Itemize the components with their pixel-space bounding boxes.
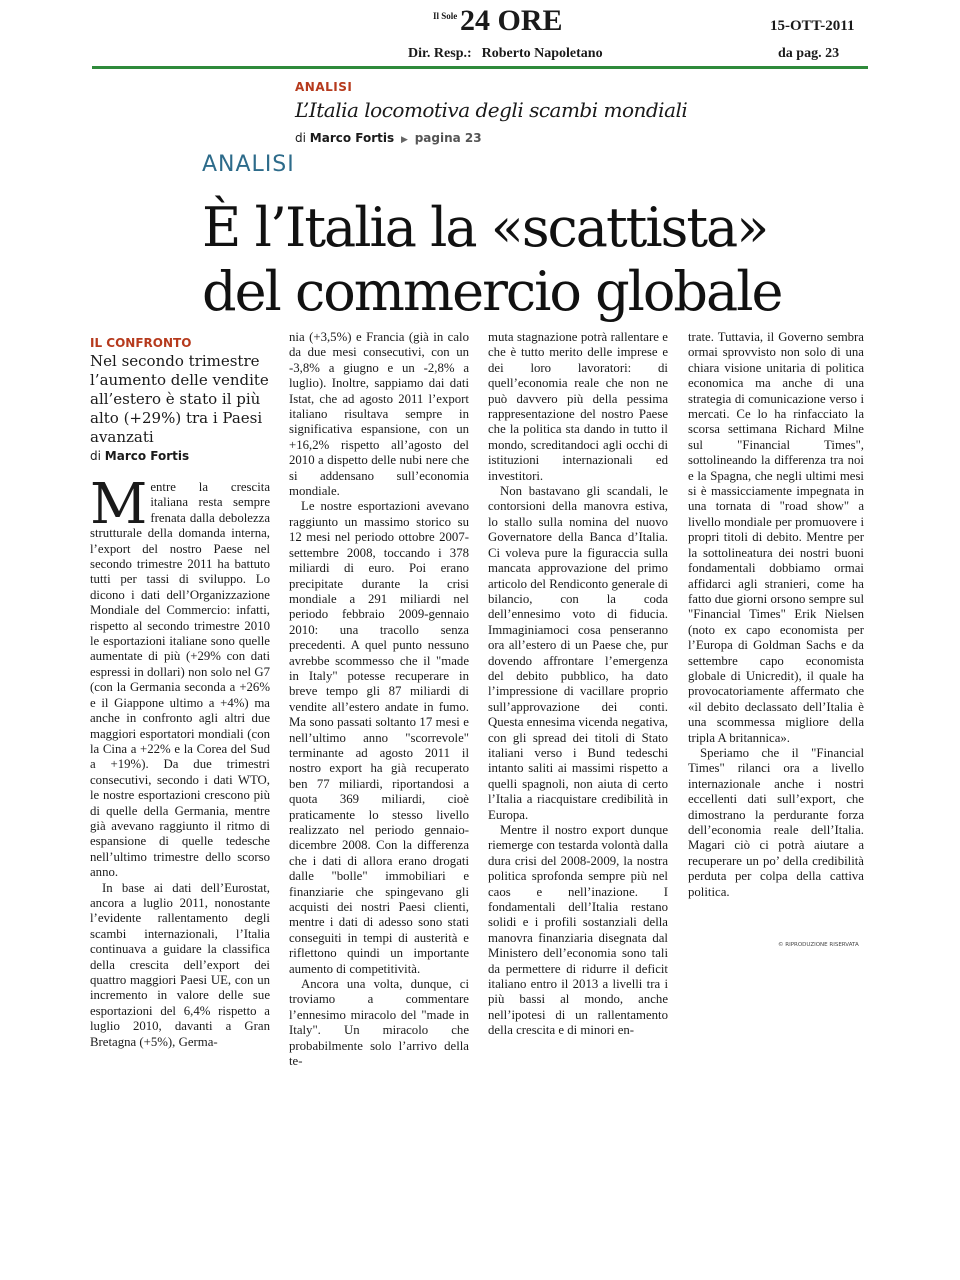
summary-byline (90, 449, 189, 463)
paragraph (90, 472, 270, 881)
teaser-byline (295, 131, 482, 145)
teaser-title: L’Italia locomotiva degli scambi mondiali (295, 98, 688, 122)
director-name: Roberto Napoletano (481, 46, 603, 61)
paragraph: Non bastavano gli scandali, le contorsioni della manovra estiva, lo stallo sulla nomina del nuovo Governatore della Banca d’Italia. Ci voleva pure la figuraccia sulla mancata approvazione del primo articolo del Rendiconto generale di bilancio, con la coda dell’ennesimo voto di fiducia. Immaginiamoci cosa penseranno ora all’estero di un Paese che, pur dovendo affrontare l’emergenza del debito pubblico, ha dato l’impressione di vacillare proprio sull’approvazione dei conti. Questa ennesima vicenda negativa, con gli spread dei titoli di Stato italiani verso i Bund tedeschi intanto saliti ai massimi rispetto a quelli spagnoli, non aiuta di certo l’Italia a riacquistare credibilità in Europa. (488, 484, 668, 822)
teaser-page: pagina 23 (414, 131, 482, 145)
copyright-notice: © RIPRODUZIONE RISERVATA (778, 942, 859, 948)
paragraph: trate. Tuttavia, il Governo sembra ormai sprovvisto non solo di una chiara visione unitaria di politica economica ma anche di una strategia di comunicazione verso i mercati. Ce lo ha rinfacciato la scorsa settimana Richard Milne sul "Financial Times", sottolineando la differenza tra noi e la Spagna, che negli ultimi mesi si è massicciamente impegnata in una tornata di "road show" a livello mondiale per promuovere i propri titoli di debito. Mentre per la sottolineatura dei nostri buoni fondamentali dobbiamo ormai affidarci agli stranieri, come ha fatto due giorni orsono sempre sul "Financial Times" Erik Nielsen (noto ex capo economista per l’Europa di Goldman Sachs e da settembre capo economista globale di Unicredit), il quale ha provocatoriamente affermato che «il debito declassato dell’Italia è una scommessa migliore della tripla A britannica». (688, 330, 864, 745)
drop-cap: M (90, 472, 148, 537)
header-divider (92, 66, 868, 69)
body-column-4 (688, 330, 864, 900)
director-label: Dir. Resp.: (408, 46, 472, 61)
paragraph: nia (+3,5%) e Francia (già in calo da due mesi consecutivi, con un -3,8% a giugno e un -2,8% a luglio). Inoltre, sappiamo dai dati Istat, che ad agosto 2011 l’export italiano risultava sempre in significativa espansione, con un +16,2% rispetto all’agosto del 2010 a dispetto delle nubi nere che si addensano sull’economia mondiale. (289, 330, 469, 499)
paragraph: Mentre il nostro export dunque riemerge con testarda volontà dalla dura crisi del 2008-2009, la nostra politica sprofonda sempre più nel caos e nell’inazione. I fondamentali dell’Italia restano solidi e i profili sostanziali della manovra finanziaria disegnata dal Ministero dell’economia sono tali da permettere di ridurre il deficit italiano entro il 2013 a livelli tra i più bassi al mondo, anche nell’ipotesi di un rallentamento della crescita e di minori en- (488, 823, 668, 1038)
publication-date: 15-OTT-2011 (770, 18, 855, 34)
summary-by-prefix: di (90, 449, 101, 463)
teaser-by-prefix: di (295, 131, 306, 145)
teaser-author: Marco Fortis (309, 131, 395, 145)
logo-small-text: Il Sole (433, 11, 458, 21)
body-column-1 (90, 472, 270, 1050)
paragraph: Le nostre esportazioni avevano raggiunto un massimo storico su 12 mesi nel periodo ottobre 2007-settembre 2008, toccando i 378 miliardi di euro. Poi erano precipitate durante la crisi mondiale a 291 miliardi nel periodo febbraio 2009-gennaio 2010: una tracollo senza precedenti. A quel punto nessuno avrebbe scommesso che il "made in Italy" potesse recuperare in breve tempo gli 87 miliardi di vendite all’estero andate in fumo. Ma sono passati soltanto 17 mesi e nell’ultimo anno "scorrevole" terminante ad agosto 2011 il nostro export ha già recuperato ben 77 miliardi, riportandosi a quota 369 miliardi, cioè praticamente lo stesso livello realizzato nel periodo gennaio-dicembre 2008. Con la differenza che i dati di allora erano drogati dalle "bolle" immobiliari e finanziarie che spingevano gli acquisti dei nostri Paesi clienti, mentre i dati di adesso sono stati conseguiti in tempi di austerità e riflettono quindi un importante aumento di competitività. (289, 499, 469, 976)
summary-text: Nel secondo trimestre l’aumento delle vendite all’estero è stato il più alto (+29%) tra i Paesi avanzati (90, 352, 269, 446)
paragraph: In base ai dati dell’Eurostat, ancora a luglio 2011, nonostante l’evidente rallentamento degli scambi internazionali, l’Italia continuava a guidare la classifica della crescita dell’export dei quattro maggiori Paesi UE, con un incremento in valore delle sue esportazioni del 6,4% rispetto a luglio 2010, davanti a Gran Bretagna (+5%), Germa- (90, 880, 270, 1049)
page-reference: da pag. 23 (778, 46, 840, 61)
newspaper-logo (425, 4, 585, 44)
director-line (408, 46, 603, 62)
headline-line-1: È l’Italia la «scattista» (202, 196, 768, 259)
body-column-3 (488, 330, 668, 1039)
teaser-kicker: ANALISI (295, 80, 353, 94)
headline-line-2: del commercio globale (202, 260, 782, 323)
paragraph-text: entre la crescita italiana resta sempre frenata dalla debolezza strutturale della domanda interna, l’export del nostro Paese nel secondo trimestre 2011 ha battuto tutti per tassi di sviluppo. Lo dicono i dati dell’Organizzazione Mondiale del Commercio: infatti, rispetto al secondo trimestre 2010 le esportazioni italiane sono quelle aumentate di più (+29% con dati espressi in dollari) non solo nel G7 (con la Germania seconda a +26% e il Giappone ultimo a +4%) ma anche in confronto agli altri due maggiori esportatori mondiali (con la Cina a +22% e la Corea del Sud a +19%). Da due trimestri consecutivi, secondo i dati WTO, le nostre esportazioni crescono più di quelle della Germania, mentre già avevano raggiunto il ritmo di espansione di quelle tedesche nell’ultimo trimestre dello scorso anno. (90, 480, 270, 880)
paragraph: Ancora una volta, dunque, ci troviamo a commentare l’ennesimo miracolo del "made in Italy". Un miracolo che probabilmente solo l’arrivo della te- (289, 977, 469, 1069)
logo-big-text: 24 ORE (460, 4, 563, 37)
summary-kicker: IL CONFRONTO (90, 336, 192, 350)
triangle-arrow-icon: ▶ (400, 135, 408, 145)
paragraph: muta stagnazione potrà rallentare e che è tutto merito delle imprese e dei loro lavoratori: di quell’economia reale che non ne può davvero più della pessima rappresentazione del nostro Paese che la politica sta dando in tutto il mondo, screditandoci agli occhi di istituzioni internazionali ed investitori. (488, 330, 668, 483)
section-label: ANALISI (202, 152, 295, 177)
summary-author: Marco Fortis (104, 449, 190, 463)
headline (202, 196, 842, 324)
body-column-2 (289, 330, 469, 1070)
paragraph: Speriamo che il "Financial Times" rilanci ora a livello internazionale anche i nostri eccellenti dati sull’export, che dimostrano la perdurante forza dell’economia reale dell’Italia. Magari ciò ci potrà aiutare a recuperare un po’ della credibilità perduta per colpa della cattiva politica. (688, 745, 864, 899)
